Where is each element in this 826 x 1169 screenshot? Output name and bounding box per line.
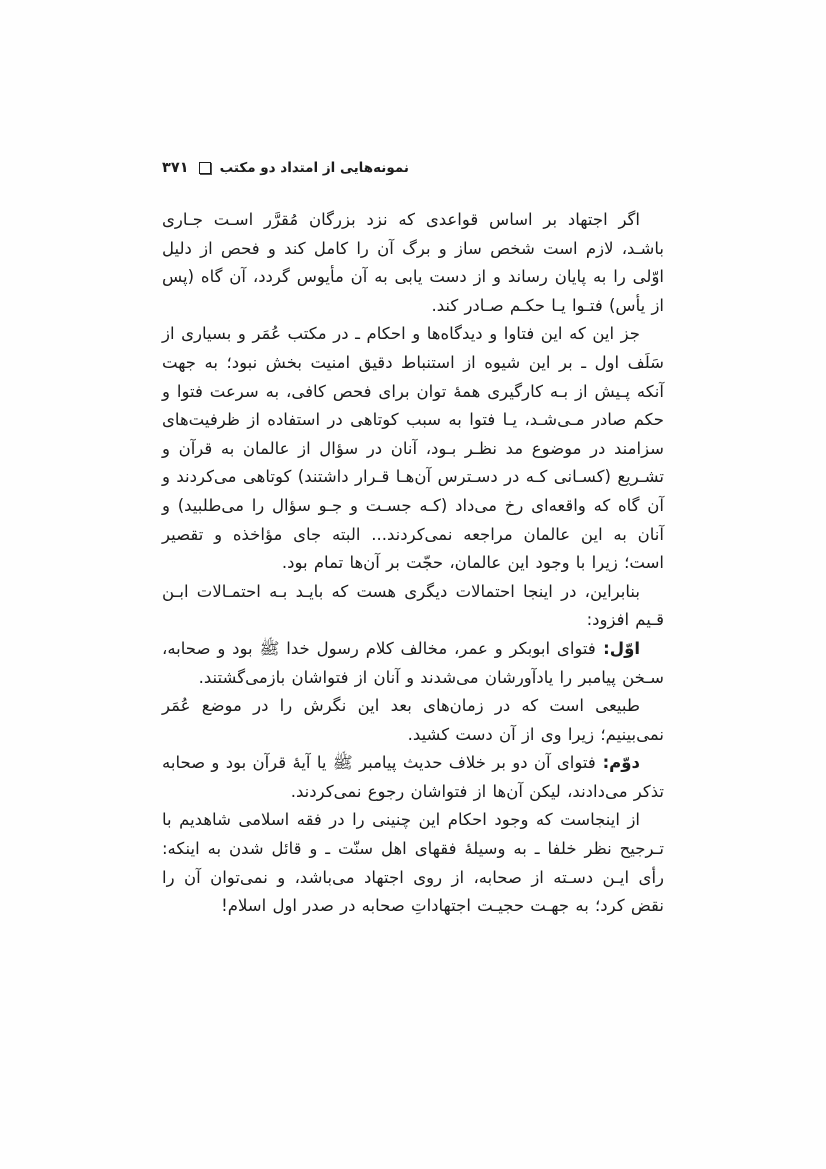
- paragraph: اوّل: فتوای ابوبکر و عمر، مخالف کلام رسول خدا ﷺ بود و صحابه، سـخن پیامبر را یادآورشان می‌شدند و آنان از فتواشان بازمی‌گشتند.: [162, 638, 664, 687]
- page-body: [162, 206, 664, 921]
- page-number: ۳۷۱: [162, 160, 189, 176]
- paragraph: جز این که این فتاوا و دیدگاه‌ها و احکام ـ در مکتب عُمَر و بسیاری از سَلَف اول ـ بر این شیوه از استنباط دقیق امنیت بخش نبود؛ به جهت آنکه پـیش از بـه کارگیری همهٔ توان برای فحص کافی، به سرعت فتوا و حکم صادر مـی‌شـد، یـا فتوا به سبب کوتاهی در استفاده از ظرفیت‌های سزامند در موضوع مد نظـر بـود، آنان در سؤال از عالمان به قرآن و تشـریع (کسـانی کـه در دسـترس آن‌هـا قـرار داشتند) کوتاهی می‌کردند و آن گاه که واقعه‌ای رخ می‌داد (کـه جسـت و جـو سؤال را می‌طلبید) و آنان به این عالمان مراجعه نمی‌کردند... البته جای مؤاخذه و تقصیر است؛ زیرا با وجود این عالمان، حجّت بر آن‌ها تمام بود.: [162, 324, 664, 573]
- paragraph-lead: اوّل:: [595, 638, 641, 658]
- paragraph: دوّم: فتوای آن دو بر خلاف حدیث پیامبر ﷺ یا آیهٔ قرآن بود و صحابه تذکر می‌دادند، لیکن آن‌ها از فتواشان رجوع نمی‌کردند.: [162, 753, 664, 801]
- paragraph: طبیعی است که در زمان‌های بعد این نگرش را در موضع عُمَر نمی‌بینیم؛ زیرا وی از آن دست کشید.: [162, 696, 664, 744]
- running-header-title: نمونه‌هایی از امتداد دو مکتب: [219, 160, 409, 176]
- running-header: [162, 158, 664, 178]
- paragraph: از اینجاست که وجود احکام این چنینی را در فقه اسلامی شاهدیم با تـرجیح نظر خلفا ـ به وسیلهٔ فقهای اهل سنّت ـ و قائل شدن به اینکه: رأی ایـن دسـته از صحابه، از روی اجتهاد می‌باشد، و نمی‌توان آن را نقض کرد؛ به جهـت حجیـت اجتهاداتِ صحابه در صدر اول اسلام!: [162, 810, 664, 916]
- paragraph: اگر اجتهاد بر اساس قواعدی که نزد بزرگان مُقرَّر اسـت جـاری باشـد، لازم است شخص ساز و برگ آن را کامل کند و فحص از دلیل اوّلی را به پایان رساند و از دست یابی به آن مأیوس گردد، آن گاه (پس از یأس) فتـوا یـا حکـم صـادر کند.: [162, 210, 664, 315]
- square-icon: [199, 162, 211, 174]
- paragraph: بنابراین، در اینجا احتمالات دیگری هست که بایـد بـه احتمـالات ابـن قـیم افزود:: [162, 581, 664, 630]
- paragraph-lead: دوّم:: [595, 753, 640, 773]
